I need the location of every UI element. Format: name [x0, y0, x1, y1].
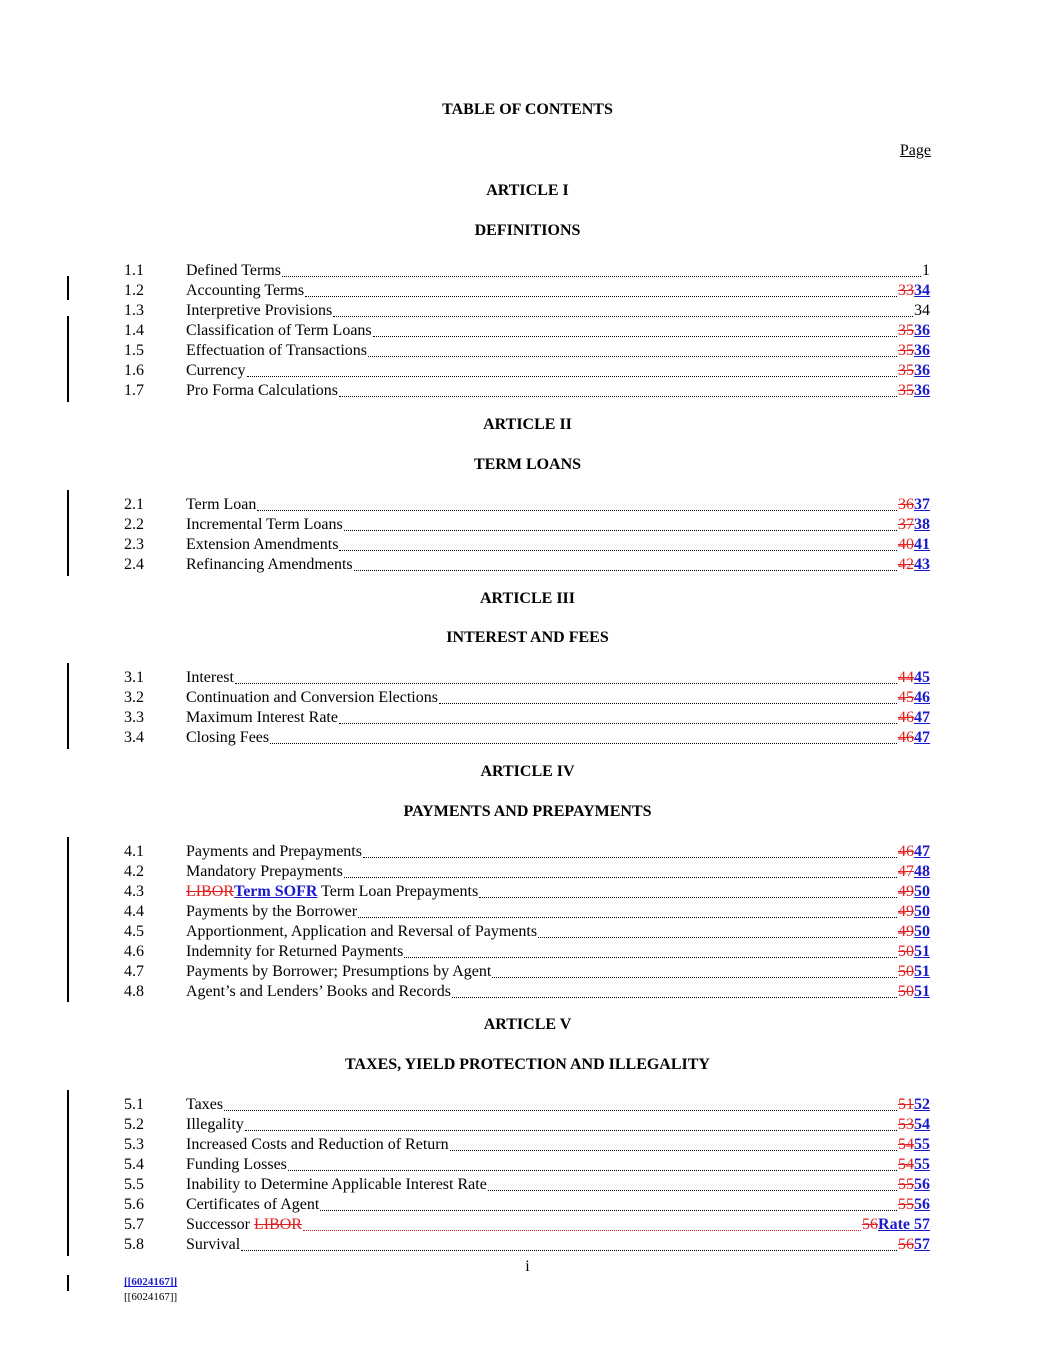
article-5-name: TAXES, YIELD PROTECTION AND ILLEGALITY [345, 1056, 710, 1073]
dot-leader [305, 296, 897, 297]
dot-leader [333, 316, 913, 317]
article-3-label: ARTICLE III [479, 590, 576, 607]
inserted-page-number: 51 [914, 983, 930, 1000]
section-title: Survival [186, 1236, 241, 1253]
inserted-page-number: 34 [914, 282, 930, 299]
deleted-page-number: 51 [898, 1096, 914, 1113]
deleted-page-number: 53 [898, 1116, 914, 1133]
deleted-page-number: 46 [898, 843, 914, 860]
deleted-page-number: 49 [898, 903, 914, 920]
dot-leader [492, 977, 897, 978]
section-title: Refinancing Amendments [186, 556, 353, 573]
section-number: 2.4 [124, 556, 144, 573]
document-id: [[6024167]] [124, 1291, 178, 1303]
section-title: Funding Losses [186, 1156, 287, 1173]
inserted-page-number: 54 [914, 1116, 930, 1133]
change-bar [67, 663, 69, 749]
section-number: 2.2 [124, 516, 144, 533]
toc-row-4-8[interactable] [124, 982, 930, 1002]
inserted-page-number: 47 [914, 729, 930, 746]
dot-leader [450, 1150, 897, 1151]
article-5-label: ARTICLE V [483, 1016, 572, 1033]
inserted-page-number: 41 [914, 536, 930, 553]
toc-row-3-1[interactable] [124, 668, 930, 688]
toc-row-4-6[interactable] [124, 942, 930, 962]
inserted-page-number: 55 [914, 1136, 930, 1153]
section-number: 1.4 [124, 322, 144, 339]
section-number: 5.1 [124, 1096, 144, 1113]
document-id-inserted: [[6024167]] [124, 1276, 178, 1288]
section-title: Extension Amendments [186, 536, 339, 553]
section-number: 5.2 [124, 1116, 144, 1133]
section-title: Accounting Terms [186, 282, 305, 299]
change-bar [67, 1090, 69, 1256]
toc-row-1-3[interactable] [124, 301, 930, 321]
dot-leader [241, 1250, 897, 1251]
deleted-page-number: 50 [898, 983, 914, 1000]
change-bar [67, 276, 69, 300]
article-1-name: DEFINITIONS [474, 222, 581, 239]
article-3-name: INTEREST AND FEES [446, 629, 609, 646]
section-title: Continuation and Conversion Elections [186, 689, 438, 706]
deleted-page-number: 35 [898, 342, 914, 359]
toc-row-1-4[interactable] [124, 321, 930, 341]
toc-row-5-7[interactable] [124, 1215, 930, 1235]
toc-row-4-5[interactable] [124, 922, 930, 942]
toc-row-1-1[interactable] [124, 261, 930, 281]
toc-row-4-2[interactable] [124, 862, 930, 882]
dot-leader [538, 937, 897, 938]
section-number: 1.7 [124, 382, 144, 399]
dot-leader [358, 917, 897, 918]
section-number: 1.1 [124, 262, 144, 279]
section-title: Closing Fees [186, 729, 270, 746]
dot-leader [479, 897, 897, 898]
section-title: Agent’s and Lenders’ Books and Records [186, 983, 451, 1000]
deleted-page-number: 40 [898, 536, 914, 553]
section-title: Defined Terms [186, 262, 281, 279]
section-number: 5.5 [124, 1176, 144, 1193]
toc-row-5-2[interactable] [124, 1115, 930, 1135]
toc-row-5-4[interactable] [124, 1155, 930, 1175]
dot-leader [373, 336, 897, 337]
section-title: Incremental Term Loans [186, 516, 343, 533]
change-bar [67, 1275, 69, 1291]
article-2-name: TERM LOANS [473, 456, 582, 473]
deleted-page-number: 35 [898, 322, 914, 339]
section-title: Increased Costs and Reduction of Return [186, 1136, 449, 1153]
toc-row-1-2[interactable] [124, 281, 930, 301]
dot-leader [368, 356, 897, 357]
toc-row-4-3[interactable] [124, 882, 930, 902]
section-title: Classification of Term Loans [186, 322, 372, 339]
deleted-page-number: 42 [898, 556, 914, 573]
deleted-page-number: 46 [898, 729, 914, 746]
dot-leader [245, 1130, 897, 1131]
section-number: 3.2 [124, 689, 144, 706]
deleted-page-number: 56 [862, 1216, 879, 1233]
dot-leader [339, 723, 897, 724]
inserted-title-text: Term SOFR [234, 883, 318, 900]
toc-row-5-6[interactable] [124, 1195, 930, 1215]
deleted-page-number: 50 [898, 943, 914, 960]
toc-title: TABLE OF CONTENTS [442, 101, 613, 118]
section-title [186, 1215, 302, 1235]
inserted-page-number: 55 [914, 1156, 930, 1173]
toc-row-5-8[interactable] [124, 1235, 930, 1255]
section-number: 4.1 [124, 843, 144, 860]
section-title: Taxes [186, 1096, 224, 1113]
toc-row-3-3[interactable] [124, 708, 930, 728]
inserted-page-number: 56 [914, 1196, 930, 1213]
dot-leader [270, 743, 897, 744]
article-2-label: ARTICLE II [483, 416, 572, 433]
toc-row-5-5[interactable] [124, 1175, 930, 1195]
inserted-page-number: 37 [914, 496, 930, 513]
section-number: 3.4 [124, 729, 144, 746]
toc-row-1-5[interactable] [124, 341, 930, 361]
deleted-page-number: 44 [898, 669, 914, 686]
inserted-page-number: 36 [914, 362, 930, 379]
page-column-label: Page [899, 142, 931, 159]
toc-row-5-3[interactable] [124, 1135, 930, 1155]
section-number: 5.6 [124, 1196, 144, 1213]
deleted-page-number: 54 [898, 1136, 914, 1153]
section-number: 4.4 [124, 903, 144, 920]
toc-row-4-7[interactable] [124, 962, 930, 982]
inserted-page-number: 36 [914, 342, 930, 359]
inserted-page-number: 50 [914, 923, 930, 940]
dot-leader [344, 877, 897, 878]
deleted-page-number: 33 [898, 282, 914, 299]
deleted-dot-leader [303, 1230, 861, 1231]
inserted-page-number: 47 [914, 709, 930, 726]
section-number: 4.7 [124, 963, 144, 980]
section-title: Interpretive Provisions [186, 302, 333, 319]
section-title [186, 882, 478, 902]
dot-leader [235, 683, 897, 684]
inserted-page-number: Rate 57 [878, 1216, 930, 1233]
section-title: Mandatory Prepayments [186, 863, 343, 880]
inserted-page-number: 56 [914, 1176, 930, 1193]
dot-leader [339, 396, 897, 397]
dot-leader [320, 1210, 897, 1211]
page-number: 34 [914, 302, 930, 319]
section-number: 1.3 [124, 302, 144, 319]
title-text: Successor [186, 1216, 254, 1233]
deleted-title-text: LIBOR [186, 883, 234, 900]
section-title: Payments and Prepayments [186, 843, 362, 860]
dot-leader [288, 1170, 897, 1171]
section-number: 1.5 [124, 342, 144, 359]
article-1-label: ARTICLE I [486, 182, 569, 199]
deleted-page-number: 49 [898, 883, 914, 900]
toc-row-2-1[interactable] [124, 495, 930, 515]
change-bar [67, 316, 69, 402]
dot-leader [282, 276, 921, 277]
section-number: 3.1 [124, 669, 144, 686]
inserted-page-number: 50 [914, 903, 930, 920]
inserted-page-number: 36 [914, 322, 930, 339]
section-number: 5.8 [124, 1236, 144, 1253]
toc-row-3-4[interactable] [124, 728, 930, 748]
section-title: Interest [186, 669, 234, 686]
deleted-page-number: 45 [898, 689, 914, 706]
section-number: 5.7 [124, 1216, 144, 1233]
change-bar [67, 837, 69, 1002]
section-title: Term Loan [186, 496, 257, 513]
inserted-page-number: 48 [914, 863, 930, 880]
section-title: Apportionment, Application and Reversal of Payments [186, 923, 538, 940]
inserted-page-number: 50 [914, 883, 930, 900]
inserted-page-number: 51 [914, 963, 930, 980]
inserted-page-number: 51 [914, 943, 930, 960]
inserted-page-number: 46 [914, 689, 930, 706]
deleted-page-number: 54 [898, 1156, 914, 1173]
toc-row-1-6[interactable] [124, 361, 930, 381]
section-title: Maximum Interest Rate [186, 709, 338, 726]
deleted-page-number: 35 [898, 362, 914, 379]
deleted-page-number: 55 [898, 1196, 914, 1213]
toc-row-2-4[interactable] [124, 555, 930, 575]
inserted-page-number: 36 [914, 382, 930, 399]
section-number: 1.6 [124, 362, 144, 379]
section-title: Currency [186, 362, 246, 379]
section-title: Payments by Borrower; Presumptions by Agent [186, 963, 492, 980]
section-number: 4.6 [124, 943, 144, 960]
section-title: Inability to Determine Applicable Interest Rate [186, 1176, 487, 1193]
section-number: 4.3 [124, 883, 144, 900]
section-number: 4.5 [124, 923, 144, 940]
inserted-page-number: 38 [914, 516, 930, 533]
section-number: 2.1 [124, 496, 144, 513]
deleted-title-text: LIBOR [253, 1216, 302, 1233]
change-bar [67, 490, 69, 576]
dot-leader [339, 550, 897, 551]
deleted-page-number: 56 [898, 1236, 914, 1253]
section-title: Certificates of Agent [186, 1196, 320, 1213]
section-title: Effectuation of Transactions [186, 342, 368, 359]
section-title: Indemnity for Returned Payments [186, 943, 404, 960]
toc-row-5-1[interactable] [124, 1095, 930, 1115]
toc-row-2-2[interactable] [124, 515, 930, 535]
toc-row-2-3[interactable] [124, 535, 930, 555]
dot-leader [354, 570, 897, 571]
title-text: Term Loan Prepayments [317, 883, 479, 900]
page-number: 1 [922, 262, 930, 279]
dot-leader [404, 957, 897, 958]
inserted-page-number: 57 [914, 1236, 930, 1253]
dot-leader [247, 376, 897, 377]
article-4-label: ARTICLE IV [480, 763, 575, 780]
section-number: 2.3 [124, 536, 144, 553]
inserted-page-number: 45 [914, 669, 930, 686]
deleted-page-number: 49 [898, 923, 914, 940]
section-number: 5.4 [124, 1156, 144, 1173]
toc-row-4-1[interactable] [124, 842, 930, 862]
section-number: 3.3 [124, 709, 144, 726]
section-title: Payments by the Borrower [186, 903, 358, 920]
inserted-page-number: 43 [914, 556, 930, 573]
dot-leader [344, 530, 897, 531]
section-number: 4.2 [124, 863, 144, 880]
dot-leader [257, 510, 897, 511]
deleted-page-number: 35 [898, 382, 914, 399]
section-number: 5.3 [124, 1136, 144, 1153]
dot-leader [439, 703, 897, 704]
section-number: 1.2 [124, 282, 144, 299]
deleted-page-number: 46 [898, 709, 914, 726]
section-title: Pro Forma Calculations [186, 382, 338, 399]
section-title: Illegality [186, 1116, 244, 1133]
inserted-page-number: 47 [914, 843, 930, 860]
toc-row-3-2[interactable] [124, 688, 930, 708]
dot-leader [488, 1190, 897, 1191]
deleted-page-number: 36 [898, 496, 914, 513]
toc-row-4-4[interactable] [124, 902, 930, 922]
section-number: 4.8 [124, 983, 144, 1000]
deleted-page-number: 50 [898, 963, 914, 980]
toc-row-1-7[interactable] [124, 381, 930, 401]
deleted-page-number: 55 [898, 1176, 914, 1193]
deleted-page-number: 37 [898, 516, 914, 533]
dot-leader [224, 1110, 897, 1111]
deleted-page-number: 47 [898, 863, 914, 880]
inserted-page-number: 52 [914, 1096, 930, 1113]
page-folio: i [525, 1258, 530, 1275]
article-4-name: PAYMENTS AND PREPAYMENTS [403, 803, 652, 820]
dot-leader [452, 997, 897, 998]
dot-leader [363, 857, 897, 858]
